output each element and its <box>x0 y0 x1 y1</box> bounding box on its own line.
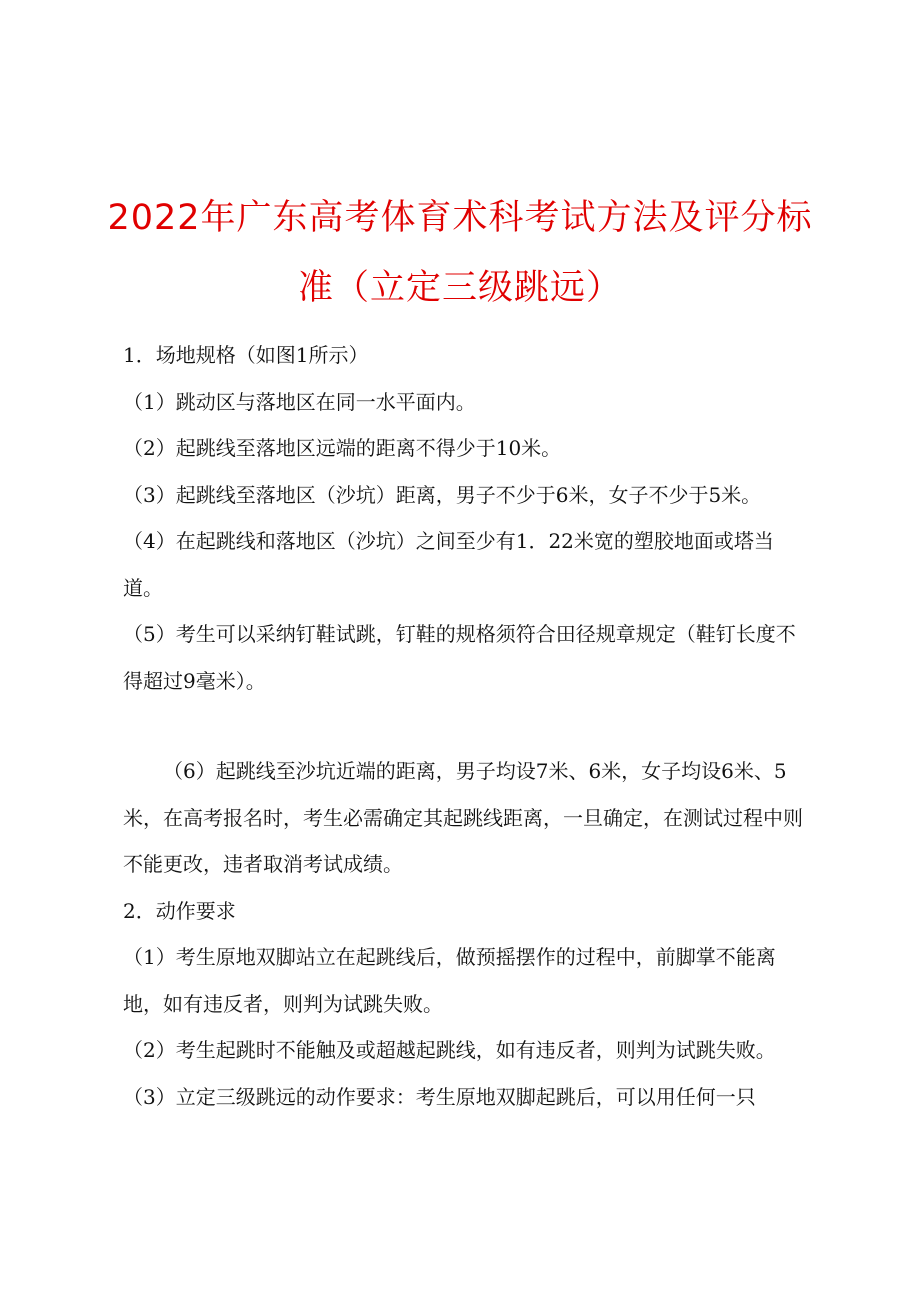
paragraph-2-1: （1）考生原地双脚站立在起跳线后，做预摇摆作的过程中，前脚掌不能离地，如有违反者，则判为试跳失败。 <box>123 945 776 1016</box>
title-line-1: 2022年广东高考体育术科考试方法及评分标 <box>107 198 813 238</box>
paragraph-1-3: （3）起跳线至落地区（沙坑）距离，男子不少于6米，女子不少于5米。 <box>123 482 762 507</box>
paragraph-1-6: （6）起跳线至沙坑近端的距离，男子均设7米、6米，女子均设6米、5米，在高考报名时，考生必需确定其起跳线距离，一旦确定，在测试过程中则不能更改，违者取消考试成绩。 <box>123 759 803 876</box>
section-heading-action: 2．动作要求 <box>123 898 236 923</box>
paragraph-1-4: （4）在起跳线和落地区（沙坑）之间至少有1．22米宽的塑胶地面或塔当道。 <box>123 529 774 600</box>
paragraph-2-3: （3）立定三级跳远的动作要求：考生原地双脚起跳后，可以用任何一只 <box>123 1084 756 1109</box>
document-title <box>90 183 830 323</box>
paragraph-1-2: （2）起跳线至落地区远端的距离不得少于10米。 <box>123 436 562 460</box>
document-body <box>123 332 813 1120</box>
section-heading-venue: 1．场地规格（如图1所示） <box>123 343 369 367</box>
paragraph-2-2: （2）考生起跳时不能触及或超越起跳线，如有违反者，则判为试跳失败。 <box>123 1038 776 1062</box>
paragraph-1-1: （1）跳动区与落地区在同一水平面内。 <box>123 389 476 414</box>
paragraph-1-5: （5）考生可以采纳钉鞋试跳，钉鞋的规格须符合田径规章规定（鞋钉长度不得超过9毫米）。 <box>123 622 796 693</box>
title-line-2: 准（立定三级跳远） <box>297 268 622 308</box>
paragraph-gap <box>123 704 813 748</box>
